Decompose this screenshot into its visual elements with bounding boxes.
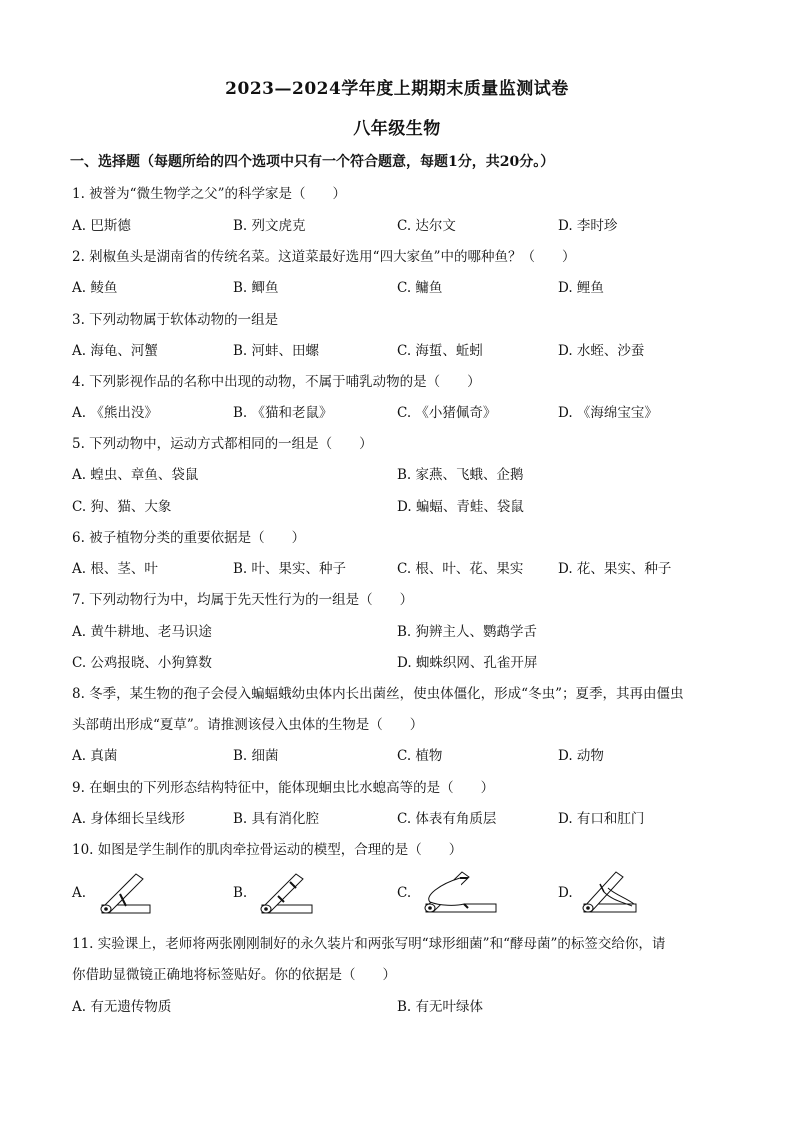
- section-heading: 一、选择题（每题所给的四个选项中只有一个符合题意，每题1分，共20分。）: [70, 154, 555, 170]
- q6-option-d: D. 花、果实、种子: [558, 561, 672, 577]
- q5-option-b: B. 家燕、飞蛾、企鹅: [397, 467, 524, 483]
- q1-option-a: A. 巴斯德: [72, 218, 131, 234]
- q5-option-d: D. 蝙蝠、青蛙、袋鼠: [397, 499, 524, 515]
- q3-option-d: D. 水蛭、沙蚕: [558, 343, 645, 359]
- q1-option-d: D. 李时珍: [558, 218, 618, 234]
- muscle-model-figure-a: [96, 868, 154, 920]
- q2-option-b: B. 鲫鱼: [233, 280, 279, 296]
- q4-option-b: B. 《猫和老鼠》: [233, 405, 333, 421]
- q1-option-c: C. 达尔文: [397, 218, 456, 234]
- question-9-stem: 9. 在蛔虫的下列形态结构特征中，能体现蛔虫比水螅高等的是（ ）: [72, 780, 495, 796]
- q6-option-c: C. 根、叶、花、果实: [397, 561, 524, 577]
- question-10-stem: 10. 如图是学生制作的肌肉牵拉骨运动的模型，合理的是（ ）: [72, 842, 463, 858]
- question-8-stem: 8. 冬季，某生物的孢子会侵入蝙蝠蛾幼虫体内长出菌丝，使虫体僵化，形成“冬虫”；夏季，其再由僵虫: [72, 686, 684, 702]
- q7-option-c: C. 公鸡报晓、小狗算数: [72, 655, 212, 671]
- q5-option-a: A. 蝗虫、章鱼、袋鼠: [72, 467, 199, 483]
- question-11-stem: 11. 实验课上，老师将两张刚刚制好的永久装片和两张写明“球形细菌”和“酵母菌”的标签交给你，请: [72, 936, 666, 952]
- q9-option-b: B. 具有消化腔: [233, 811, 320, 827]
- q11-option-a: A. 有无遗传物质: [72, 999, 172, 1015]
- muscle-model-figure-b: [256, 868, 318, 920]
- q9-option-c: C. 体表有角质层: [397, 811, 497, 827]
- q10-option-c: C.: [397, 885, 412, 901]
- q5-option-c: C. 狗、猫、大象: [72, 499, 172, 515]
- q3-option-c: C. 海蜇、蚯蚓: [397, 343, 483, 359]
- question-8-stem-cont: 头部萌出形成“夏草”。请推测该侵入虫体的生物是（ ）: [72, 717, 424, 733]
- q4-option-a: A. 《熊出没》: [72, 405, 158, 421]
- q10-option-b: B.: [233, 885, 248, 901]
- exam-subtitle: 八年级生物: [353, 119, 441, 139]
- q8-option-d: D. 动物: [558, 748, 604, 764]
- q2-option-d: D. 鲤鱼: [558, 280, 604, 296]
- q4-option-c: C. 《小猪佩奇》: [397, 405, 497, 421]
- q9-option-a: A. 身体细长呈线形: [72, 811, 185, 827]
- q4-option-d: D. 《海绵宝宝》: [558, 405, 658, 421]
- q10-option-d: D.: [558, 885, 573, 901]
- q7-option-d: D. 蜘蛛织网、孔雀开屏: [397, 655, 538, 671]
- question-7-stem: 7. 下列动物行为中，均属于先天性行为的一组是（ ）: [72, 592, 414, 608]
- q8-option-a: A. 真菌: [72, 748, 118, 764]
- q10-option-a: A.: [72, 885, 87, 901]
- q3-option-b: B. 河蚌、田螺: [233, 343, 320, 359]
- exam-title: 2023—2024学年度上期期末质量监测试卷: [225, 79, 569, 99]
- q7-option-b: B. 狗辨主人、鹦鹉学舌: [397, 624, 538, 640]
- q6-option-b: B. 叶、果实、种子: [233, 561, 347, 577]
- question-11-stem-cont: 你借助显微镜正确地将标签贴好。你的依据是（ ）: [72, 967, 396, 983]
- q6-option-a: A. 根、茎、叶: [72, 561, 158, 577]
- question-1-stem: 1. 被誉为“微生物学之父”的科学家是（ ）: [72, 186, 346, 202]
- muscle-model-figure-c: [420, 866, 500, 920]
- q7-option-a: A. 黄牛耕地、老马识途: [72, 624, 212, 640]
- question-3-stem: 3. 下列动物属于软体动物的一组是: [72, 312, 279, 328]
- q3-option-a: A. 海龟、河蟹: [72, 343, 158, 359]
- question-5-stem: 5. 下列动物中，运动方式都相同的一组是（ ）: [72, 436, 373, 452]
- q8-option-c: C. 植物: [397, 748, 443, 764]
- q2-option-c: C. 鳙鱼: [397, 280, 443, 296]
- q8-option-b: B. 细菌: [233, 748, 279, 764]
- q2-option-a: A. 鲮鱼: [72, 280, 118, 296]
- muscle-model-figure-d: [578, 866, 642, 920]
- question-4-stem: 4. 下列影视作品的名称中出现的动物，不属于哺乳动物的是（ ）: [72, 374, 481, 390]
- q1-option-b: B. 列文虎克: [233, 218, 306, 234]
- q11-option-b: B. 有无叶绿体: [397, 999, 484, 1015]
- q9-option-d: D. 有口和肛门: [558, 811, 645, 827]
- question-2-stem: 2. 剁椒鱼头是湖南省的传统名菜。这道菜最好选用“四大家鱼”中的哪种鱼？（ ）: [72, 249, 576, 265]
- question-6-stem: 6. 被子植物分类的重要依据是（ ）: [72, 530, 306, 546]
